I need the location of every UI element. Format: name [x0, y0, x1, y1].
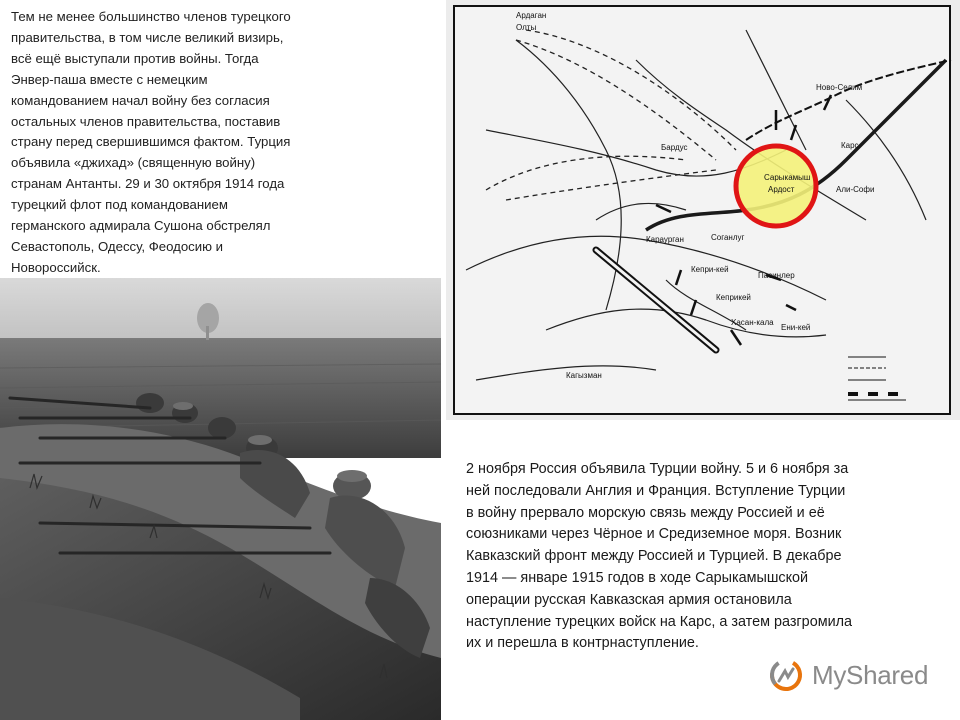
map-label-kagyzman: Кагызман: [566, 371, 602, 380]
map-label-soganlug: Соганлуг: [711, 233, 745, 242]
map-label-secondary: Ардост: [768, 185, 795, 194]
trench-soldiers-photo: [0, 278, 441, 720]
map-label-hasankala: Хасан-кала: [731, 318, 774, 327]
map-label-ardahan: Ардаган: [516, 11, 547, 20]
sarykamysh-operation-map: [446, 0, 960, 420]
caucasus-front-map: [446, 0, 960, 420]
map-label-olty: Олты: [516, 23, 537, 32]
map-label-pasinler: Пасинлер: [758, 271, 795, 280]
map-label-kopruki: Кепри-кей: [691, 265, 729, 274]
map-label-kars: Карс: [841, 141, 859, 150]
map-label-karaurgan: Караурган: [646, 235, 684, 244]
top-paragraph: Тем не менее большинство членов турецкого правительства, в том числе великий визирь, всё ещё выступали против войны. Тогда Энвер-паша вместе с немецким командованием начал войну без согласия остальных членов правительства, поставив страну перед свершившимся фактом. Турция объявила «джихад» (священную войну) странам Антанты. 29 и 30 октября 1914 года турецкий флот под командованием германского адмирала Сушона обстрелял Севастополь, Одессу, Феодосию и Новороссийск.: [11, 9, 291, 275]
map-label-keprikei: Кеприкей: [716, 293, 751, 302]
myshared-watermark: [766, 655, 928, 695]
map-label-bardus: Бардус: [661, 143, 688, 152]
bottom-paragraph: 2 ноября Россия объявила Турции войну. 5 и 6 ноября за ней последовали Англия и Франция. Вступление Турции в войну прервало морскую связь между Россией и её союзниками через Чёрное и Средиземное моря. Возник Кавказский фронт между Россией и Турцией. В декабре 1914 — январе 1915 годов в ходе Сарыкамышской операции русская Кавказская армия остановила наступление турецких войск на Карс, а затем разгромила их и перешла в контрнаступление.: [466, 461, 853, 652]
myshared-logo-text: MyShared: [812, 659, 929, 690]
myshared-logo-icon: [766, 655, 806, 695]
map-label-yeni-koy: Ени-кей: [781, 323, 811, 332]
trench-photo-illustration: [0, 278, 441, 720]
map-label-ali-sofi: Али-Софи: [836, 185, 875, 194]
map-label-novo-selim: Ново-Селим: [816, 83, 863, 92]
map-label-sarykamysh: Сарыкамыш: [764, 173, 811, 182]
